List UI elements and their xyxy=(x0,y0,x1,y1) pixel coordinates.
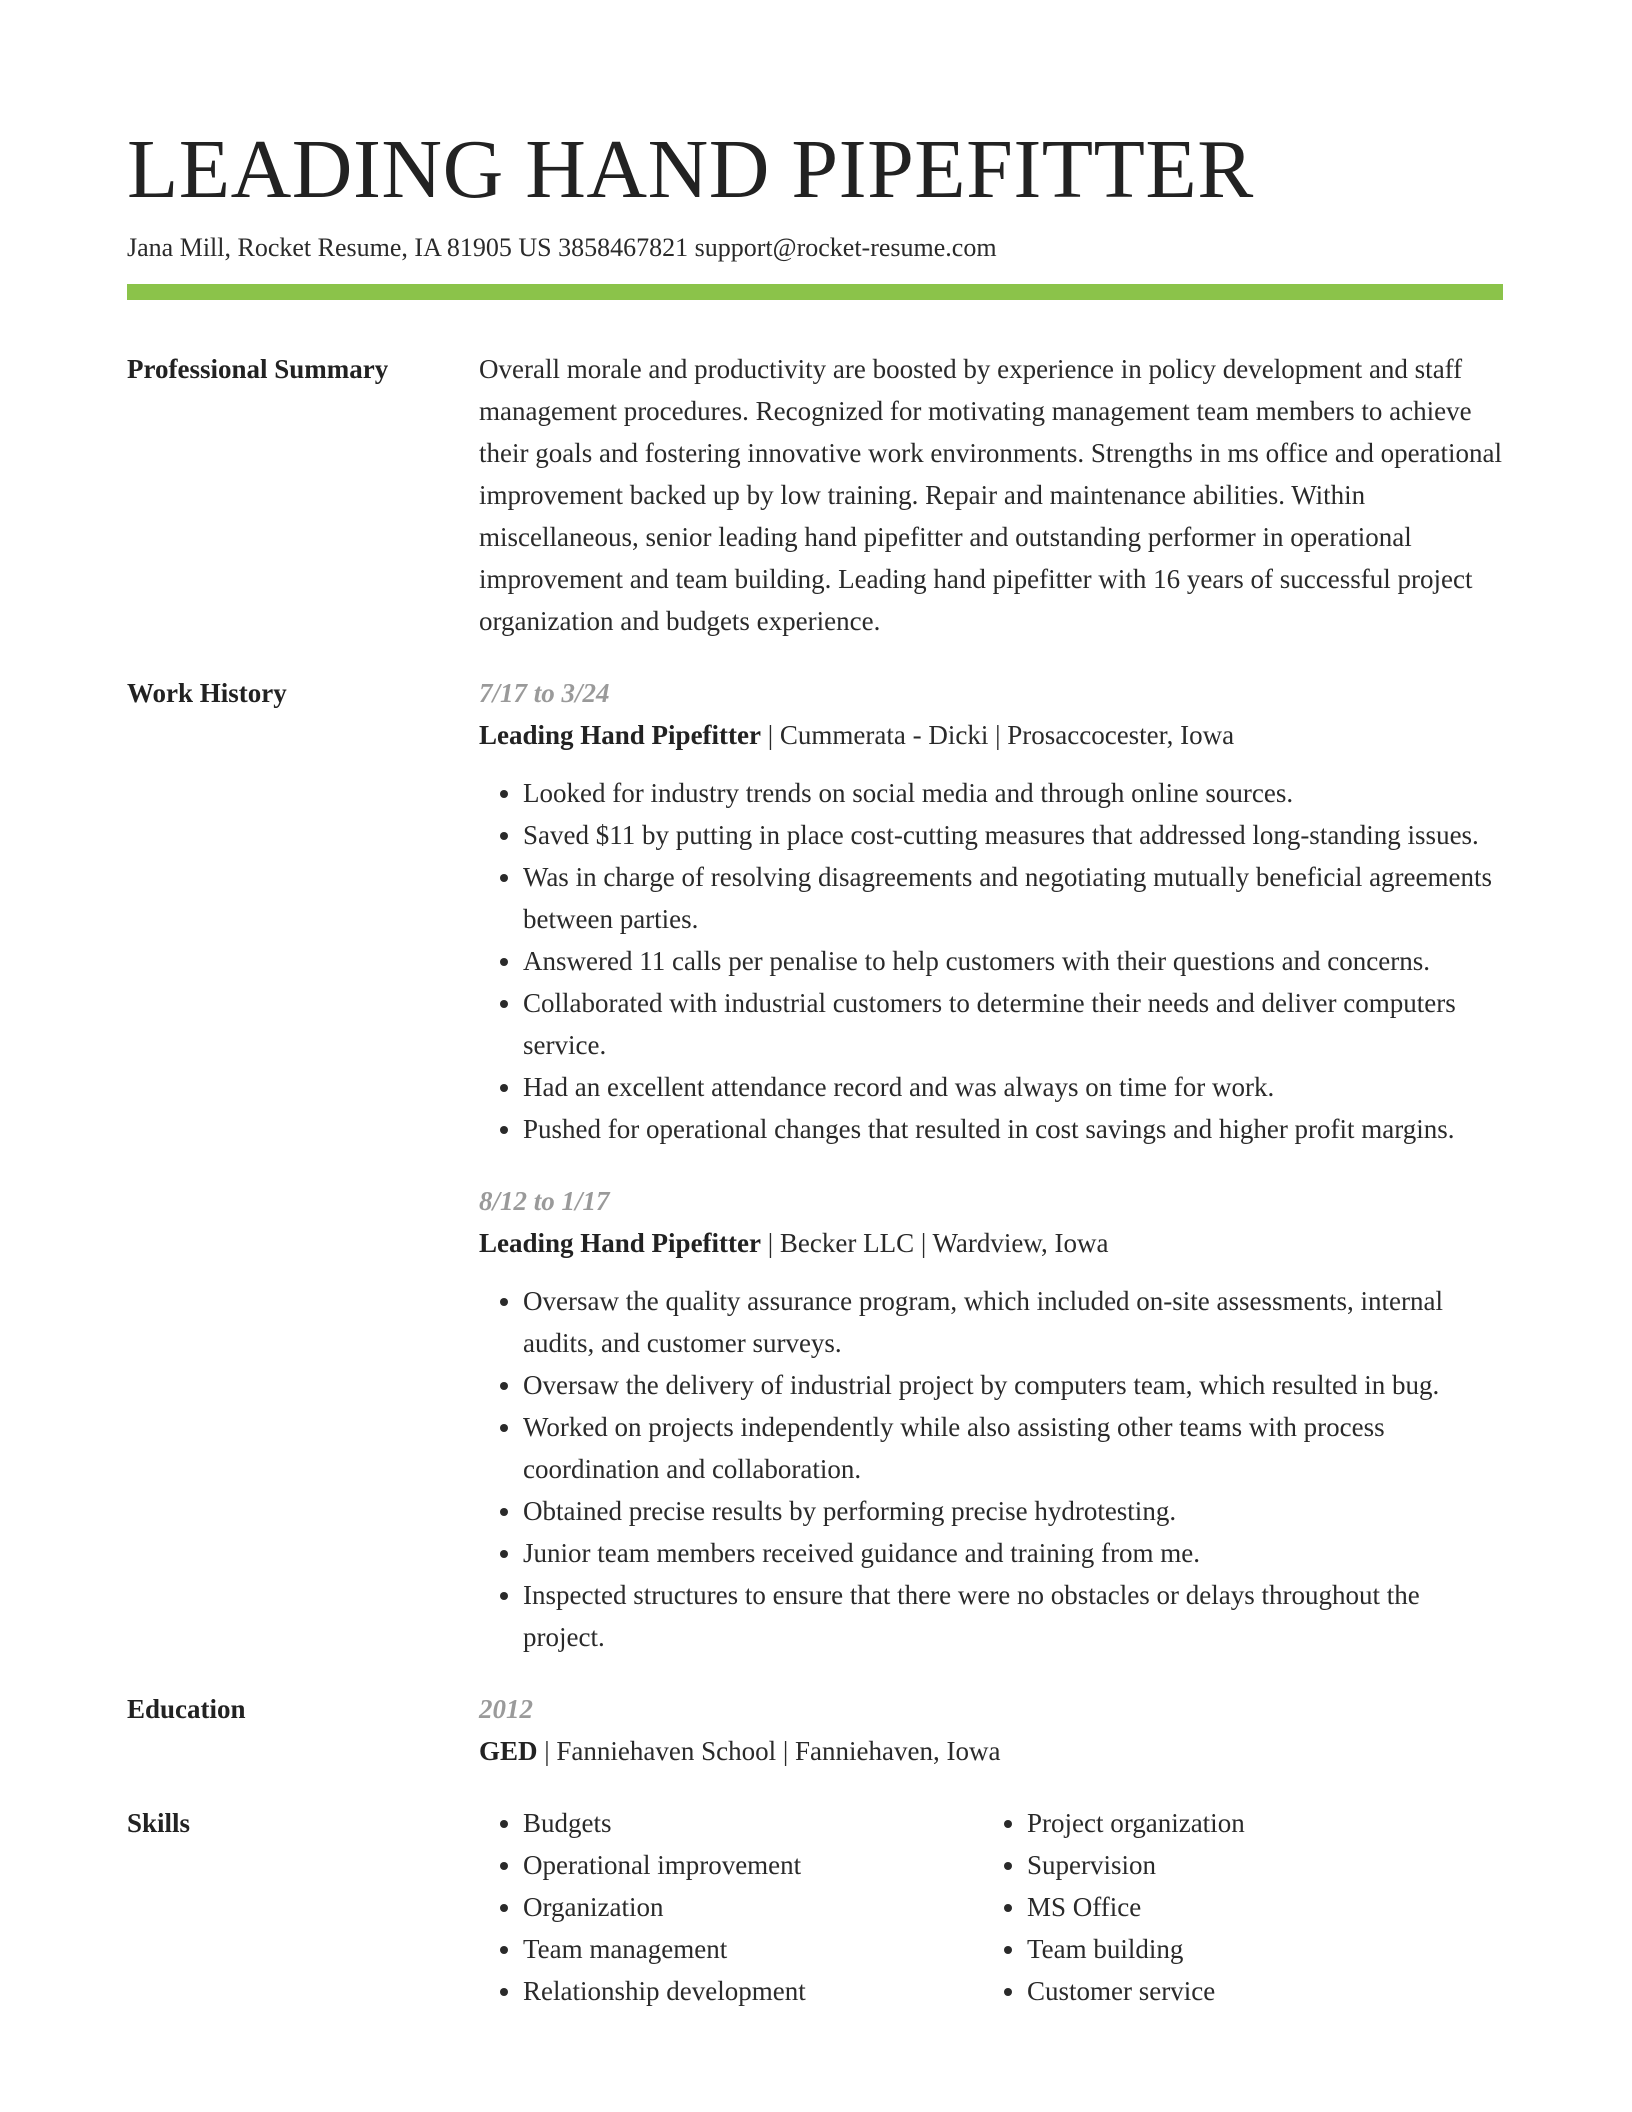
contact-email: support@rocket-resume.com xyxy=(694,233,997,262)
education-section xyxy=(127,1688,1503,1772)
contact-address: Rocket Resume, IA 81905 US xyxy=(237,233,552,262)
list-item: • Worked on projects independently while also assisting other teams with process coordination and collaboration. xyxy=(523,1406,1503,1490)
skill-item: • Organization xyxy=(523,1886,983,1928)
list-item: • Oversaw the delivery of industrial project by computers team, which resulted in bug. xyxy=(523,1364,1503,1406)
list-item: • Had an excellent attendance record and was always on time for work. xyxy=(523,1066,1503,1108)
resume-page xyxy=(127,118,1503,2012)
resume-title: LEADING HAND PIPEFITTER xyxy=(127,123,1254,216)
list-item: • Looked for industry trends on social media and through online sources. xyxy=(523,772,1503,814)
contact-phone: 3858467821 xyxy=(558,233,689,262)
skill-item: • Budgets xyxy=(523,1802,983,1844)
education-school-location: | Fanniehaven School | Fanniehaven, Iowa xyxy=(537,1736,1001,1766)
job-title: Leading Hand Pipefitter xyxy=(479,720,761,750)
job-role-line xyxy=(479,714,1503,756)
education-body xyxy=(479,1688,1503,1772)
accent-divider xyxy=(127,284,1503,300)
summary-body xyxy=(479,348,1503,642)
skill-item: • Project organization xyxy=(1027,1802,1487,1844)
skills-list-left xyxy=(479,1802,983,2012)
list-item: • Saved $11 by putting in place cost-cutting measures that addressed long-standing issues. xyxy=(523,814,1503,856)
contact-line xyxy=(127,230,1503,266)
list-item: • Collaborated with industrial customers to determine their needs and deliver computers service. xyxy=(523,982,1503,1066)
list-item: • Was in charge of resolving disagreements and negotiating mutually beneficial agreements between parties. xyxy=(523,856,1503,940)
list-item: • Inspected structures to ensure that there were no obstacles or delays throughout the project. xyxy=(523,1574,1503,1658)
list-item: • Answered 11 calls per penalise to help customers with their questions and concerns. xyxy=(523,940,1503,982)
list-item: • Oversaw the quality assurance program, which included on-site assessments, internal audits, and customer surveys. xyxy=(523,1280,1503,1364)
job-role-line xyxy=(479,1222,1503,1264)
skill-item: • Team management xyxy=(523,1928,983,1970)
skill-item: • Relationship development xyxy=(523,1970,983,2012)
work-history-body xyxy=(479,672,1503,1658)
education-line xyxy=(479,1730,1503,1772)
section-label-work-history: Work History xyxy=(127,678,287,708)
skills-section xyxy=(127,1802,1503,2012)
section-label-skills: Skills xyxy=(127,1808,191,1838)
section-label-summary: Professional Summary xyxy=(127,354,389,384)
education-degree: GED xyxy=(479,1736,538,1766)
summary-section xyxy=(127,348,1503,642)
education-date: 2012 xyxy=(479,1694,533,1724)
skill-item: • Team building xyxy=(1027,1928,1487,1970)
skill-item: • Supervision xyxy=(1027,1844,1487,1886)
section-label-education: Education xyxy=(127,1694,246,1724)
job-title: Leading Hand Pipefitter xyxy=(479,1228,761,1258)
job-employer-location: | Cummerata - Dicki | Prosaccocester, Iowa xyxy=(761,720,1235,750)
job-dates: 8/12 to 1/17 xyxy=(479,1186,610,1216)
skills-list-right xyxy=(983,1802,1487,2012)
skill-item: • Operational improvement xyxy=(523,1844,983,1886)
job-employer-location: | Becker LLC | Wardview, Iowa xyxy=(761,1228,1109,1258)
skills-grid xyxy=(479,1802,1503,2012)
job-bullet-list xyxy=(479,1280,1503,1658)
work-history-section xyxy=(127,672,1503,1658)
skill-item: • MS Office xyxy=(1027,1886,1487,1928)
skills-body xyxy=(479,1802,1503,2012)
summary-text: Overall morale and productivity are boosted by experience in policy development and staff management procedures. Recognized for motivating management team members to achieve their goals and fostering innovative work environments. Strengths in ms office and operational improvement backed up by low training. Repair and maintenance abilities. Within miscellaneous, senior leading hand pipefitter and outstanding performer in operational improvement and team building. Leading hand pipefitter with 16 years of successful project organization and budgets experience. xyxy=(479,354,1503,636)
job-dates: 7/17 to 3/24 xyxy=(479,678,610,708)
job-entry xyxy=(479,1180,1503,1658)
skill-item: • Customer service xyxy=(1027,1970,1487,2012)
list-item: • Obtained precise results by performing precise hydrotesting. xyxy=(523,1490,1503,1532)
job-entry xyxy=(479,672,1503,1150)
list-item: • Junior team members received guidance and training from me. xyxy=(523,1532,1503,1574)
list-item: • Pushed for operational changes that resulted in cost savings and higher profit margins. xyxy=(523,1108,1503,1150)
contact-name: Jana Mill, xyxy=(127,233,231,262)
job-bullet-list xyxy=(479,772,1503,1150)
